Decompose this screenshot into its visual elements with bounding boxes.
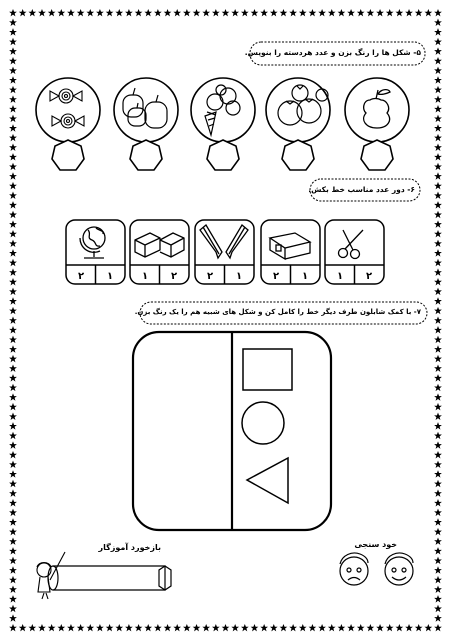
border-star (434, 576, 442, 583)
border-star (28, 9, 36, 16)
border-star (328, 9, 336, 16)
border-star (357, 9, 365, 16)
sharpener-option-right[interactable]: ۱ (301, 271, 309, 282)
border-star (9, 345, 17, 352)
border-star (173, 9, 181, 16)
border-star (434, 9, 442, 16)
border-star (405, 624, 413, 631)
border-star (9, 614, 17, 621)
star-border (9, 9, 442, 631)
border-star (173, 624, 181, 631)
globe-icon (80, 227, 105, 258)
border-star (434, 47, 442, 54)
erasers-option-left[interactable]: ۱ (141, 271, 149, 282)
border-star (405, 9, 413, 16)
border-star (434, 115, 442, 122)
border-star (9, 605, 17, 612)
border-star (434, 307, 442, 314)
border-star (115, 624, 123, 631)
border-star (434, 259, 442, 266)
candies-icon (50, 89, 84, 128)
border-star (434, 364, 442, 371)
border-star (9, 47, 17, 54)
sharpener-icon (270, 233, 310, 259)
border-star (434, 211, 442, 218)
border-star (212, 624, 220, 631)
border-star (9, 528, 17, 535)
border-star (9, 105, 17, 112)
border-star (222, 9, 230, 16)
tomatoes-icon (278, 85, 328, 125)
border-star (9, 249, 17, 256)
erasers-option-right[interactable]: ۲ (170, 271, 178, 282)
border-star (260, 624, 268, 631)
border-star (48, 624, 56, 631)
section5-answer-heptagon[interactable] (130, 140, 162, 170)
border-star (9, 115, 17, 122)
border-star (434, 393, 442, 400)
border-star (9, 547, 17, 554)
border-star (434, 240, 442, 247)
border-star (434, 605, 442, 612)
border-star (424, 9, 432, 16)
border-star (222, 624, 230, 631)
border-star (415, 9, 423, 16)
border-star (434, 230, 442, 237)
border-star (231, 9, 239, 16)
border-star (38, 624, 46, 631)
border-star (434, 451, 442, 458)
border-star (434, 374, 442, 381)
border-star (434, 432, 442, 439)
border-star (144, 624, 152, 631)
border-star (318, 624, 326, 631)
pear-icon (364, 90, 390, 128)
border-star (9, 153, 17, 160)
border-star (434, 595, 442, 602)
border-star (28, 624, 36, 631)
border-star (367, 624, 375, 631)
border-star (9, 57, 17, 64)
border-star (434, 509, 442, 516)
border-star (9, 499, 17, 506)
border-star (270, 9, 278, 16)
border-star (9, 316, 17, 323)
border-star (9, 192, 17, 199)
border-star (299, 9, 307, 16)
border-star (395, 9, 403, 16)
section5-item-ice-cream[interactable] (191, 78, 255, 170)
border-star (309, 9, 317, 16)
border-star (9, 489, 17, 496)
section5-answer-heptagon[interactable] (207, 140, 239, 170)
border-star (434, 624, 442, 631)
border-star (434, 249, 442, 256)
border-star (9, 518, 17, 525)
border-star (96, 624, 104, 631)
border-star (9, 172, 17, 179)
border-star (434, 172, 442, 179)
border-star (144, 9, 152, 16)
border-star (9, 441, 17, 448)
border-star (202, 624, 210, 631)
section5-item-candies[interactable] (36, 78, 100, 170)
border-star (299, 624, 307, 631)
border-star (193, 9, 201, 16)
half-triangle-shape[interactable] (247, 458, 288, 503)
border-star (434, 461, 442, 468)
border-star (434, 297, 442, 304)
section5-instruction: ۵- شکل ها را رنگ بزن و عدد هردسته را بنویس. (244, 48, 421, 57)
border-star (434, 153, 442, 160)
border-star (9, 240, 17, 247)
border-star (9, 624, 17, 631)
border-star (9, 537, 17, 544)
sad-face-icon[interactable] (340, 553, 368, 585)
teacher-feedback-label: بازخورد آموزگار (98, 543, 161, 552)
section7-instruction: ۷- با کمک شابلون طرف دیگر خط را کامل کن و شکل های شبیه هم را یک رنگ بزن. (134, 308, 421, 316)
scroll-icon (48, 566, 171, 590)
border-star (9, 76, 17, 83)
border-star (9, 143, 17, 150)
border-star (9, 355, 17, 362)
border-star (125, 9, 133, 16)
border-star (434, 422, 442, 429)
border-star (434, 586, 442, 593)
border-star (434, 76, 442, 83)
border-star (135, 624, 143, 631)
section6-instruction: ۶- دور عدد مناسب خط بکش. (308, 185, 415, 194)
peppers-icon (123, 88, 167, 128)
border-star (434, 403, 442, 410)
border-star (434, 566, 442, 573)
border-star (9, 28, 17, 35)
pencils-option-right[interactable]: ۱ (235, 271, 243, 282)
sharpener-option-left[interactable]: ۲ (272, 271, 280, 282)
border-star (434, 470, 442, 477)
border-star (347, 624, 355, 631)
globe-option-right[interactable]: ۱ (106, 271, 114, 282)
border-star (9, 595, 17, 602)
border-star (376, 9, 384, 16)
border-star (434, 95, 442, 102)
border-star (9, 86, 17, 93)
border-star (434, 201, 442, 208)
border-star (434, 557, 442, 564)
section5-answer-heptagon[interactable] (361, 140, 393, 170)
border-star (9, 297, 17, 304)
border-star (9, 557, 17, 564)
border-star (434, 489, 442, 496)
border-star (289, 624, 297, 631)
border-star (9, 67, 17, 74)
border-star (9, 480, 17, 487)
border-star (77, 9, 85, 16)
border-star (434, 268, 442, 275)
border-star (434, 220, 442, 227)
ice-cream-icon (205, 85, 240, 135)
border-star (434, 105, 442, 112)
border-star (9, 307, 17, 314)
border-star (434, 441, 442, 448)
self-assessment-area (340, 553, 413, 585)
border-star (434, 336, 442, 343)
border-star (328, 624, 336, 631)
border-star (434, 278, 442, 285)
border-star (9, 413, 17, 420)
half-circle-shape[interactable] (242, 402, 284, 444)
border-star (125, 624, 133, 631)
section5-items (36, 78, 409, 170)
border-star (193, 624, 201, 631)
border-star (280, 624, 288, 631)
border-star (434, 547, 442, 554)
border-star (415, 624, 423, 631)
border-star (434, 19, 442, 26)
border-star (347, 9, 355, 16)
border-star (9, 470, 17, 477)
border-star (386, 624, 394, 631)
border-star (434, 537, 442, 544)
border-star (434, 67, 442, 74)
section5-item-pear[interactable] (345, 78, 409, 170)
border-star (77, 624, 85, 631)
border-star (57, 9, 65, 16)
border-star (434, 143, 442, 150)
border-star (434, 326, 442, 333)
border-star (424, 624, 432, 631)
border-star (434, 163, 442, 170)
border-star (241, 9, 249, 16)
border-star (434, 499, 442, 506)
border-star (309, 624, 317, 631)
border-star (9, 9, 17, 16)
border-star (86, 624, 94, 631)
border-star (338, 624, 346, 631)
border-star (434, 288, 442, 295)
border-star (434, 518, 442, 525)
border-star (9, 201, 17, 208)
border-star (367, 9, 375, 16)
border-star (9, 259, 17, 266)
border-star (9, 586, 17, 593)
pencils-option-left[interactable]: ۲ (206, 271, 214, 282)
border-star (212, 9, 220, 16)
border-star (96, 9, 104, 16)
border-star (434, 614, 442, 621)
border-star (434, 355, 442, 362)
border-star (9, 364, 17, 371)
border-star (9, 403, 17, 410)
border-star (280, 9, 288, 16)
border-star (434, 57, 442, 64)
section5-item-tomatoes[interactable] (266, 78, 330, 170)
border-star (434, 86, 442, 93)
border-star (9, 134, 17, 141)
border-star (9, 288, 17, 295)
border-star (9, 182, 17, 189)
border-star (434, 528, 442, 535)
border-star (57, 624, 65, 631)
border-star (434, 384, 442, 391)
border-star (106, 624, 114, 631)
border-star (202, 9, 210, 16)
border-star (9, 95, 17, 102)
border-star (338, 9, 346, 16)
teacher-feedback-area (37, 552, 171, 599)
border-star (395, 624, 403, 631)
border-star (9, 336, 17, 343)
border-star (115, 9, 123, 16)
border-star (38, 9, 46, 16)
border-star (434, 28, 442, 35)
border-star (9, 566, 17, 573)
border-star (9, 393, 17, 400)
border-star (251, 624, 259, 631)
border-star (19, 624, 27, 631)
border-star (9, 461, 17, 468)
border-star (9, 374, 17, 381)
border-star (9, 384, 17, 391)
border-star (434, 38, 442, 45)
border-star (434, 124, 442, 131)
border-star (67, 624, 75, 631)
half-square-shape[interactable] (243, 349, 292, 390)
border-star (260, 9, 268, 16)
border-star (164, 9, 172, 16)
border-star (9, 38, 17, 45)
border-star (9, 19, 17, 26)
teacher-icon (37, 552, 65, 599)
border-star (357, 624, 365, 631)
border-star (9, 509, 17, 516)
border-star (9, 163, 17, 170)
border-star (164, 624, 172, 631)
border-star (434, 316, 442, 323)
border-star (251, 9, 259, 16)
border-star (231, 624, 239, 631)
border-star (318, 9, 326, 16)
border-star (183, 9, 191, 16)
symmetry-template (133, 332, 331, 530)
border-star (9, 268, 17, 275)
border-star (9, 422, 17, 429)
border-star (183, 624, 191, 631)
border-star (154, 624, 162, 631)
border-star (135, 9, 143, 16)
border-star (9, 124, 17, 131)
border-star (9, 211, 17, 218)
border-star (67, 9, 75, 16)
border-star (9, 278, 17, 285)
border-star (9, 230, 17, 237)
border-star (434, 480, 442, 487)
border-star (86, 9, 94, 16)
globe-option-left[interactable]: ۲ (77, 271, 85, 282)
border-star (434, 182, 442, 189)
happy-face-icon[interactable] (385, 553, 413, 585)
scissors-option-right[interactable]: ۲ (365, 271, 373, 282)
scissors-option-left[interactable]: ۱ (336, 271, 344, 282)
border-star (9, 220, 17, 227)
border-star (19, 9, 27, 16)
border-star (434, 192, 442, 199)
self-assessment-label: خود سنجی (354, 540, 397, 549)
border-star (9, 576, 17, 583)
border-star (106, 9, 114, 16)
pencils-icon (200, 225, 248, 258)
border-star (289, 9, 297, 16)
border-star (9, 326, 17, 333)
section5-item-peppers[interactable] (114, 78, 178, 170)
border-star (376, 624, 384, 631)
border-star (9, 432, 17, 439)
scissors-icon (339, 230, 364, 259)
border-star (154, 9, 162, 16)
border-star (434, 413, 442, 420)
section5-answer-heptagon[interactable] (52, 140, 84, 170)
border-star (434, 134, 442, 141)
erasers-icon (135, 233, 184, 257)
border-star (270, 624, 278, 631)
section5-answer-heptagon[interactable] (282, 140, 314, 170)
border-star (48, 9, 56, 16)
border-star (9, 451, 17, 458)
section6-items (66, 220, 384, 284)
border-star (386, 9, 394, 16)
border-star (241, 624, 249, 631)
border-star (434, 345, 442, 352)
